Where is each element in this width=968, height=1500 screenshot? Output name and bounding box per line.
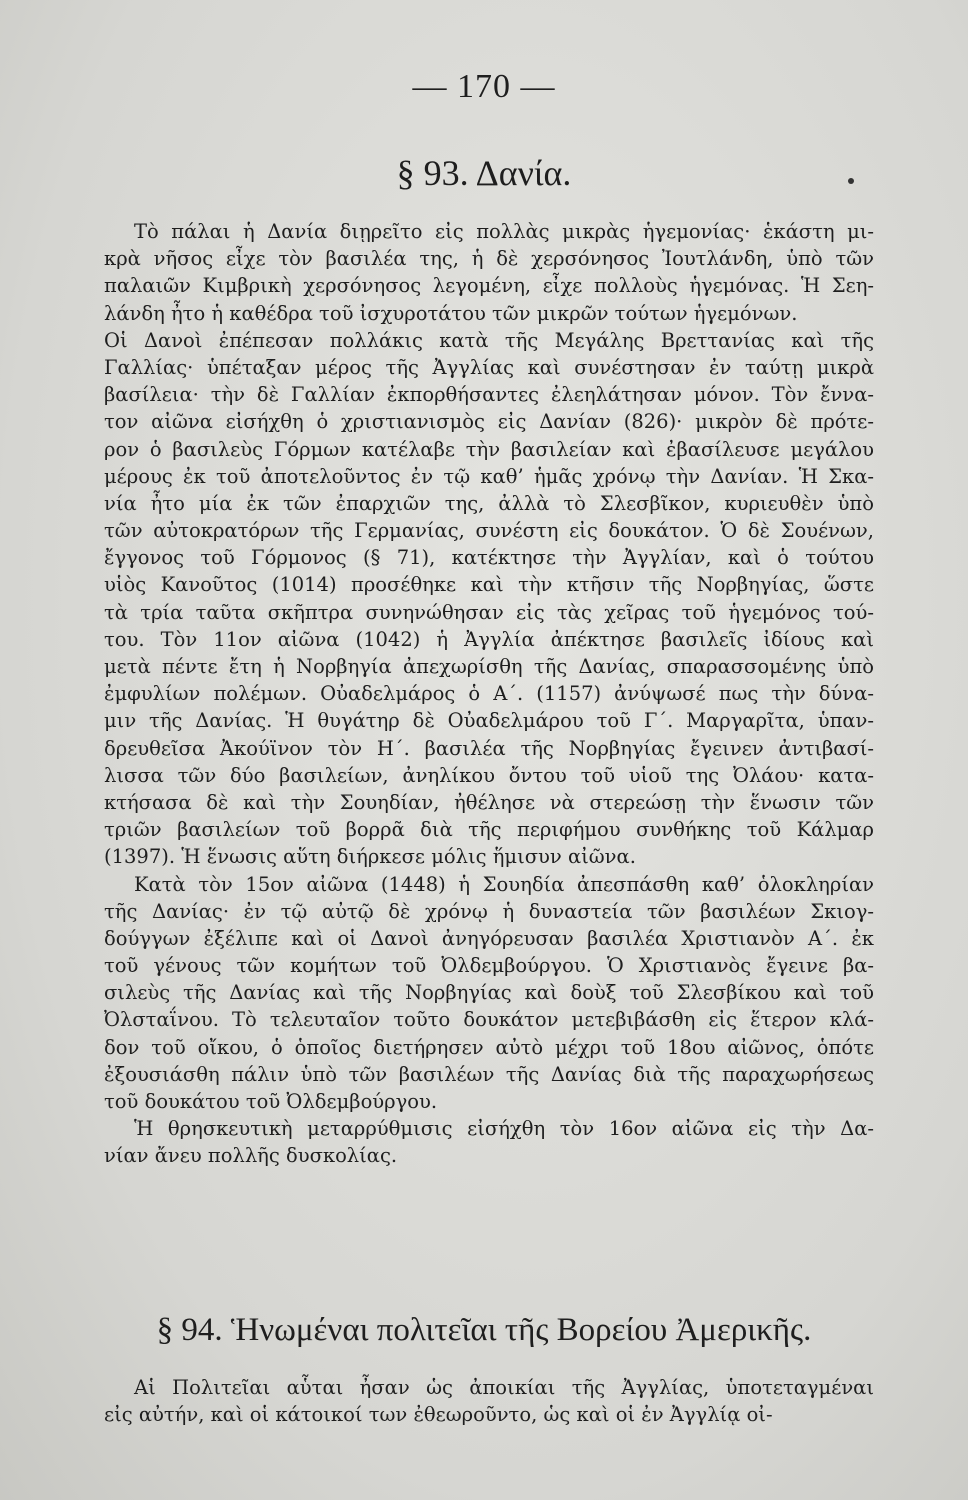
text-line: ρον ὁ βασιλεὺς Γόρμων κατέλαβε τὴν βασιλείαν καὶ ἐβασίλευσε μεγάλου <box>104 437 874 461</box>
text-line: υἱὸς Κανοῦτος (1014) προσέθηκε καὶ τὴν κτῆσιν τῆς Νορβηγίας, ὥστε <box>104 573 874 597</box>
text-line: τῶν αὐτοκρατόρων τῆς Γερμανίας, συνέστη εἰς δουκάτον. Ὁ δὲ Σουένων, <box>104 519 874 543</box>
text-line: κτήσασα δὲ καὶ τὴν Σουηδίαν, ἠθέλησε νὰ στερεώσῃ τὴν ἕνωσιν τῶν <box>104 790 874 814</box>
text-line: Ἡ θρησκευτικὴ μεταρρύθμισις εἰσήχθη τὸν 16ον αἰῶνα εἰς τὴν Δα- <box>134 1117 874 1141</box>
section-93-body <box>104 218 874 1170</box>
text-line: παλαιῶν Κιμβρικὴ χερσόνησος λεγομένη, εἶχε πολλοὺς ἡγεμόνας. Ἡ Σεη- <box>104 274 874 298</box>
text-line: λισσα τῶν δύο βασιλείων, ἀνηλίκου ὄντου τοῦ υἱοῦ της Ὀλάου· κατα- <box>104 763 874 787</box>
text-line: τριῶν βασιλείων τοῦ βορρᾶ διὰ τῆς περιφήμου συνθήκης τοῦ Κάλμαρ <box>104 818 874 842</box>
text-line: Ὀλσταΐνου. Τὸ τελευταῖον τοῦτο δουκάτον μετεβιβάσθη εἰς ἕτερον κλά- <box>104 1008 874 1032</box>
text-line: νίαν ἄνευ πολλῆς δυσκολίας. <box>104 1144 398 1168</box>
page-number: — 170 — <box>412 68 556 105</box>
text-line: βασίλεια· τὴν δὲ Γαλλίαν ἐκπορθήσαντες ἐλεηλάτησαν μόνον. Τὸν ἔννα- <box>104 383 874 407</box>
text-line: λάνδη ἦτο ἡ καθέδρα τοῦ ἰσχυροτάτου τῶν μικρῶν τούτων ἡγεμόνων. <box>104 301 798 325</box>
text-line: ἐμφυλίων πολέμων. Οὐαδελμάρος ὁ Α΄. (1157) ἀνύψωσέ πως τὴν δύνα- <box>104 682 874 706</box>
text-line: Κατὰ τὸν 15ον αἰῶνα (1448) ἡ Σουηδία ἀπεσπάσθη καθ’ ὁλοκληρίαν <box>134 872 874 896</box>
section-93-title: § 93. Δανία. <box>396 153 572 193</box>
text-line: Αἱ Πολιτεῖαι αὗται ἦσαν ὡς ἀποικίαι τῆς Ἀγγλίας, ὑποτεταγμέναι <box>134 1376 874 1399</box>
text-line: νία ἦτο μία ἐκ τῶν ἐπαρχιῶν της, ἀλλὰ τὸ Σλεσβῖκον, κυριευθὲν ὑπὸ <box>104 491 874 515</box>
section-94-title: § 94. Ἡνωμέναι πολιτεῖαι τῆς Βορείου Ἀμερικῆς. <box>156 1312 812 1348</box>
text-line: ἐξουσιάσθη πάλιν ὑπὸ τῶν βασιλέων τῆς Δανίας διὰ τῆς παραχωρήσεως <box>104 1062 874 1086</box>
text-line: μέρους ἐκ τοῦ ἀποτελοῦντος ἐν τῷ καθ’ ἡμᾶς χρόνῳ τὴν Δανίαν. Ἡ Σκα- <box>104 464 874 488</box>
text-line: τὰ τρία ταῦτα σκῆπτρα συνηνώθησαν εἰς τὰς χεῖρας τοῦ ἡγεμόνος τού- <box>104 600 874 624</box>
text-line: του. Τὸν 11ον αἰῶνα (1042) ἡ Ἀγγλία ἀπέκτησε βασιλεῖς ἰδίους καὶ <box>104 627 874 651</box>
text-line: μιν τῆς Δανίας. Ἡ θυγάτηρ δὲ Οὐαδελμάρου τοῦ Γ΄. Μαργαρῖτα, ὑπαν- <box>104 709 874 733</box>
text-line: δον τοῦ οἴκου, ὁ ὁποῖος διετήρησεν αὐτὸ μέχρι τοῦ 18ου αἰῶνος, ὁπότε <box>104 1035 874 1059</box>
text-line: (1397). Ἡ ἕνωσις αὕτη διήρκεσε μόλις ἥμισυν αἰῶνα. <box>104 845 636 869</box>
text-line: ἔγγονος τοῦ Γόρμονος (§ 71), κατέκτησε τὴν Ἀγγλίαν, καὶ ὁ τούτου <box>104 546 874 570</box>
text-line: δρευθεῖσα Ἀκούϊνον τὸν Η΄. βασιλέα τῆς Νορβηγίας ἔγεινεν ἀντιβασί- <box>104 736 874 760</box>
text-line: τῆς Δανίας· ἐν τῷ αὐτῷ δὲ χρόνῳ ἡ δυναστεία τῶν βασιλέων Σκιογ- <box>104 899 874 923</box>
text-line: μετὰ πέντε ἔτη ἡ Νορβηγία ἀπεχωρίσθη τῆς Δανίας, σπαρασσομένης ὑπὸ <box>104 655 874 678</box>
text-line: τοῦ γένους τῶν κομήτων τοῦ Ὀλδεμβούργου. Ὁ Χριστιανὸς ἔγεινε βα- <box>104 954 874 978</box>
text-line: σιλεὺς τῆς Δανίας καὶ τῆς Νορβηγίας καὶ δοὺξ τοῦ Σλεσβίκου καὶ τοῦ <box>104 981 874 1005</box>
text-line: δούγγων ἐξέλιπε καὶ οἱ Δανοὶ ἀνηγόρευσαν βασιλέα Χριστιανὸν Α΄. ἐκ <box>104 926 874 950</box>
text-line: εἰς αὐτήν, καὶ οἱ κάτοικοί των ἐθεωροῦντο, ὡς καὶ οἱ ἐν Ἀγγλίᾳ οἰ- <box>104 1403 773 1427</box>
text-line: Τὸ πάλαι ἡ Δανία διῃρεῖτο εἰς πολλὰς μικρὰς ἡγεμονίας· ἑκάστη μι- <box>134 220 874 243</box>
text-line: Οἱ Δανοὶ ἐπέπεσαν πολλάκις κατὰ τῆς Μεγάλης Βρεττανίας καὶ τῆς <box>104 328 874 352</box>
text-line: τον αἰῶνα εἰσήχθη ὁ χριστιανισμὸς εἰς Δανίαν (826)· μικρὸν δὲ πρότε- <box>104 410 874 434</box>
text-line: Γαλλίας· ὑπέταξαν μέρος τῆς Ἀγγλίας καὶ συνέστησαν ἐν ταύτῃ μικρὰ <box>104 355 874 379</box>
text-line: τοῦ δουκάτου τοῦ Ὀλδεμβούργου. <box>104 1090 438 1113</box>
text-line: κρὰ νῆσος εἶχε τὸν βασιλέα της, ἡ δὲ χερσόνησος Ἰουτλάνδη, ὑπὸ τῶν <box>104 247 874 271</box>
section-94-body <box>104 1374 874 1428</box>
